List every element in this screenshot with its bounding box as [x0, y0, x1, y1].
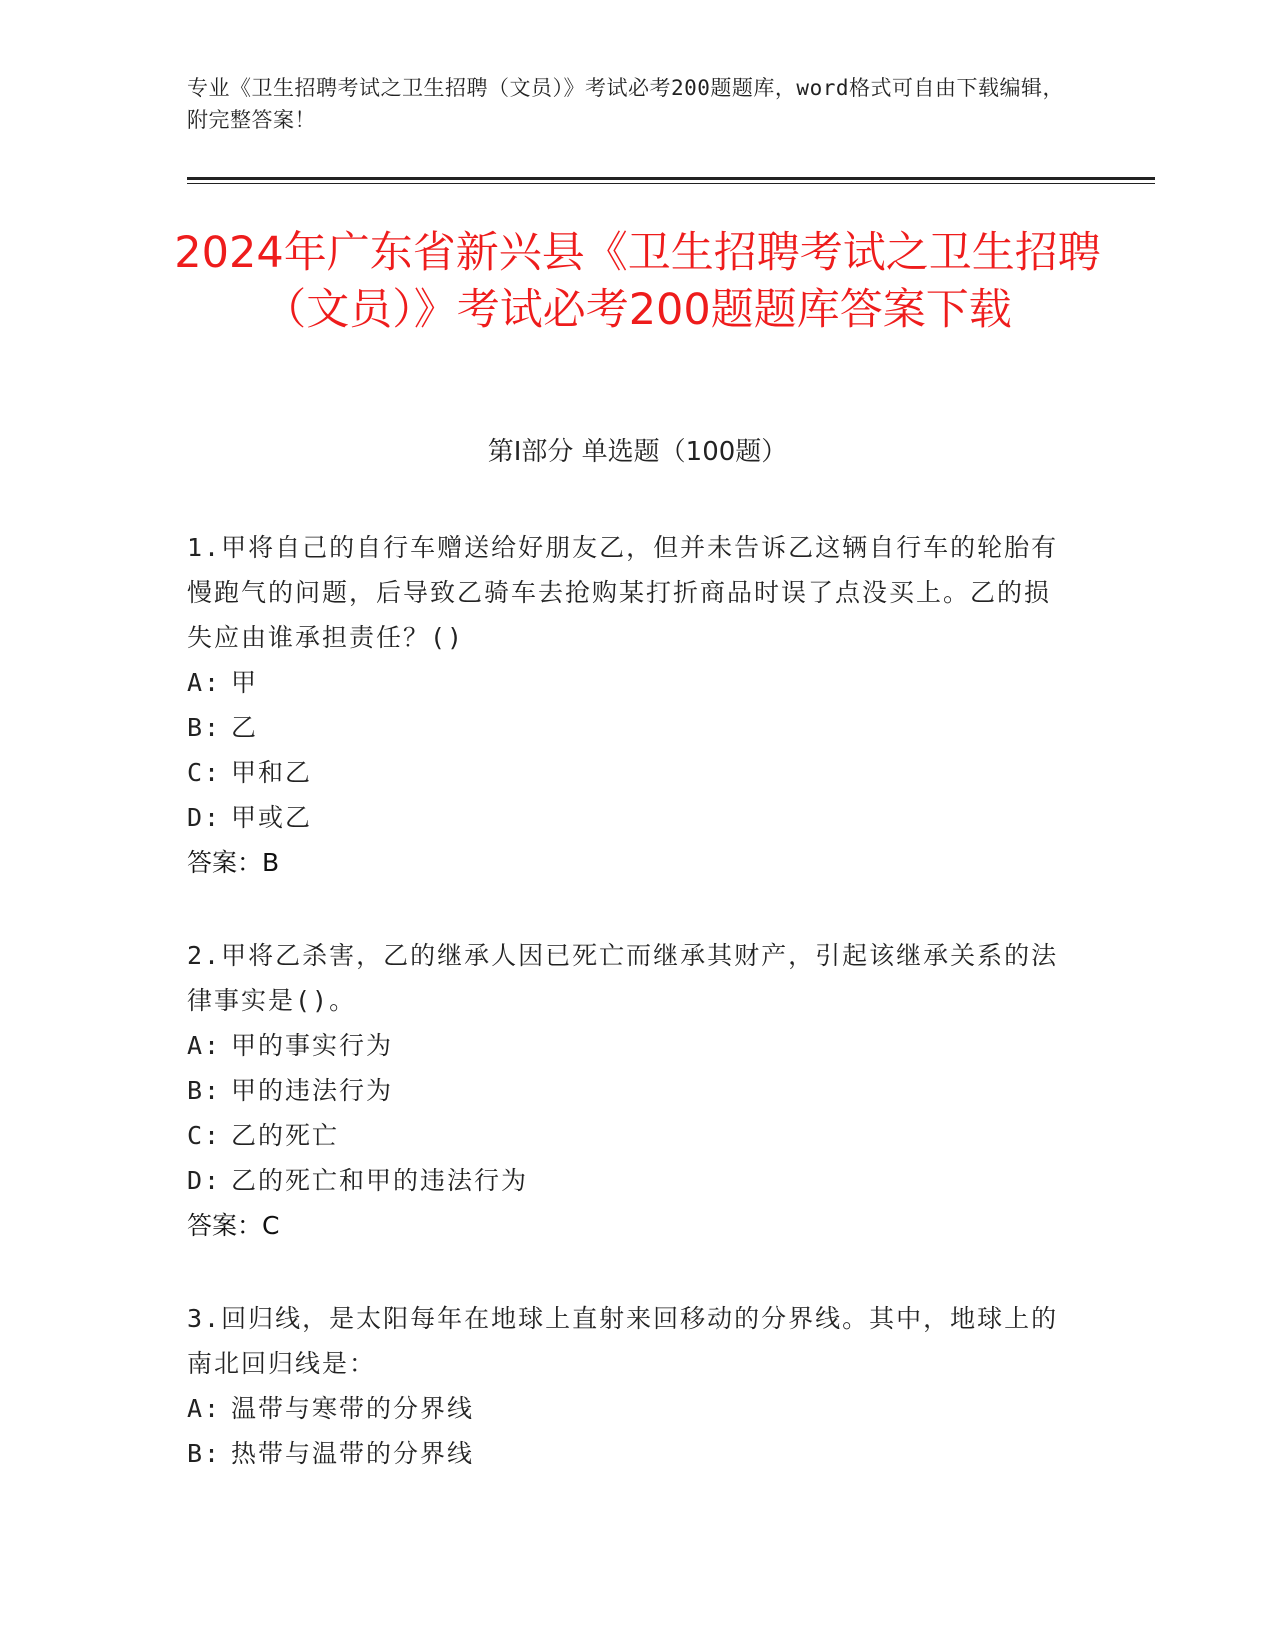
option-key: A: [187, 668, 222, 697]
option-text: 甲 [231, 668, 259, 697]
question-2 [187, 933, 1067, 1248]
section-title: 第Ⅰ部分 单选题（100题） [487, 437, 788, 467]
option-key: C: [187, 758, 222, 787]
option-text: 甲的违法行为 [231, 1076, 394, 1105]
header-note: 专业《卫生招聘考试之卫生招聘（文员）》考试必考200题题库，word格式可自由下载编辑，附完整答案！ [187, 76, 1064, 132]
option-b [187, 705, 1067, 750]
option-text: 热带与温带的分界线 [231, 1439, 475, 1468]
option-c [187, 1113, 1067, 1158]
option-text: 乙的死亡和甲的违法行为 [231, 1166, 529, 1195]
option-key: A: [187, 1031, 222, 1060]
option-c [187, 750, 1067, 795]
answer-label: 答案：B [187, 848, 280, 877]
option-key: B: [187, 1439, 222, 1468]
option-d [187, 795, 1067, 840]
question-3 [187, 1296, 1067, 1476]
option-text: 甲和乙 [231, 758, 313, 787]
option-text: 温带与寒带的分界线 [231, 1394, 475, 1423]
option-text: 甲或乙 [231, 803, 313, 832]
option-key: D: [187, 1166, 222, 1195]
option-key: C: [187, 1121, 222, 1150]
option-key: B: [187, 713, 222, 742]
header-divider-thin [187, 183, 1155, 184]
option-text: 甲的事实行为 [231, 1031, 394, 1060]
page-title: 2024年广东省新兴县《卫生招聘考试之卫生招聘（文员）》考试必考200题题库答案下载 [174, 228, 1101, 335]
option-text: 乙的死亡 [231, 1121, 340, 1150]
option-key: A: [187, 1394, 222, 1423]
option-a [187, 660, 1067, 705]
question-stem: 3.回归线，是太阳每年在地球上直射来回移动的分界线。其中，地球上的南北回归线是： [187, 1304, 1059, 1378]
option-key: B: [187, 1076, 222, 1105]
option-d [187, 1158, 1067, 1203]
option-text: 乙 [231, 713, 259, 742]
option-b [187, 1068, 1067, 1113]
question-stem: 1.甲将自己的自行车赠送给好朋友乙，但并未告诉乙这辆自行车的轮胎有慢跑气的问题，后导致乙骑车去抢购某打折商品时误了点没买上。乙的损失应由谁承担责任？() [187, 533, 1059, 652]
option-a [187, 1386, 1067, 1431]
question-1 [187, 525, 1067, 885]
option-key: D: [187, 803, 222, 832]
option-b [187, 1431, 1067, 1476]
answer-label: 答案：C [187, 1211, 280, 1240]
question-list [187, 525, 1067, 1524]
header-divider-thick [187, 177, 1155, 180]
option-a [187, 1023, 1067, 1068]
question-stem: 2.甲将乙杀害，乙的继承人因已死亡而继承其财产，引起该继承关系的法律事实是()。 [187, 941, 1059, 1015]
